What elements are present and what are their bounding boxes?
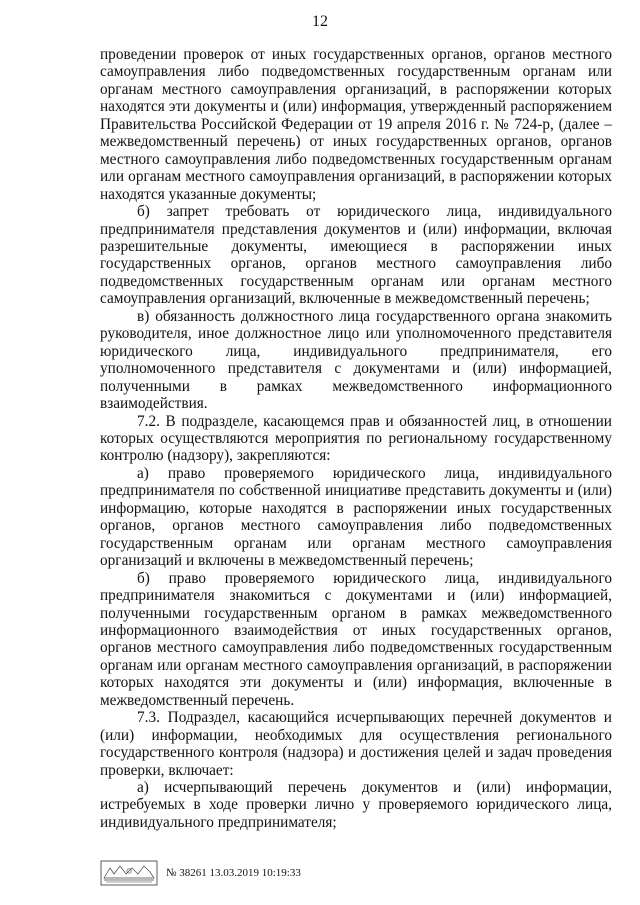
paragraph-7-3-item-a: а) исчерпывающий перечень документов и (или) информации, истребуемых в ходе проверки лично у проверяемого юридического лица, индивидуального предпринимателя;	[100, 779, 612, 831]
page-number: 12	[312, 13, 328, 30]
paragraph-7-2: 7.2. В подразделе, касающемся прав и обязанностей лиц, в отношении которых осуществляются мероприятия по региональному государственному контролю (надзору), закрепляются:	[100, 412, 612, 465]
paragraph-continuation: проведении проверок от иных государственных органов, органов местного самоуправления либо подведомственных государственным органам или органам местного самоуправления организаций, в распоряжении которых находятся эти документы и (или) информация, утвержденный распоряжением Правительства Российской Федерации от 19 апреля 2016 г. № 724-р, (далее – межведомственный перечень) от иных государственных органов, органов местного самоуправления либо подведомственных государственным органам или органам местного самоуправления организаций, в распоряжении которых находятся указанные документы;	[100, 46, 612, 203]
registry-stamp-icon	[100, 860, 158, 886]
registry-footer	[100, 858, 620, 888]
document-body	[100, 46, 612, 831]
registry-mark: № 38261 13.03.2019 10:19:33	[166, 867, 301, 879]
paragraph-item-v-obligation: в) обязанность должностного лица государственного органа знакомить руководителя, иное должностное лицо или уполномоченного представителя юридического лица, индивидуального предпринимателя, его уполномоченного представителя с документами и (или) информацией, полученными в рамках межведомственного информационного взаимодействия.	[100, 307, 612, 413]
paragraph-item-b-prohibition: б) запрет требовать от юридического лица, индивидуального предпринимателя представления документов и (или) информации, включая разрешительные документы, имеющиеся в распоряжении иных государственных органов, органов местного самоуправления либо подведомственных государственным органам или органам местного самоуправления организаций, включенные в межведомственный перечень;	[100, 203, 612, 308]
paragraph-7-2-item-a: а) право проверяемого юридического лица, индивидуального предпринимателя по собственной инициативе представить документы и (или) информацию, которые находятся в распоряжении иных государственных органов, органов местного самоуправления либо подведомственных государственным органам или органам местного самоуправления организаций и включены в межведомственный перечень;	[100, 464, 612, 570]
paragraph-7-3: 7.3. Подраздел, касающийся исчерпывающих перечней документов и (или) информации, необходимых для осуществления регионального государственного контроля (надзора) и достижения целей и задач проведения проверки, включает:	[100, 709, 612, 779]
paragraph-7-2-item-b: б) право проверяемого юридического лица, индивидуального предпринимателя знакомиться с документами и (или) информацией, полученными государственным органом в рамках межведомственного информационного взаимодействия от иных государственных органов, органов местного самоуправления либо подведомственных государственным органам или органам местного самоуправления организаций, в распоряжении которых находятся эти документы и (или) информация, включенные в межведомственный перечень.	[100, 569, 612, 709]
